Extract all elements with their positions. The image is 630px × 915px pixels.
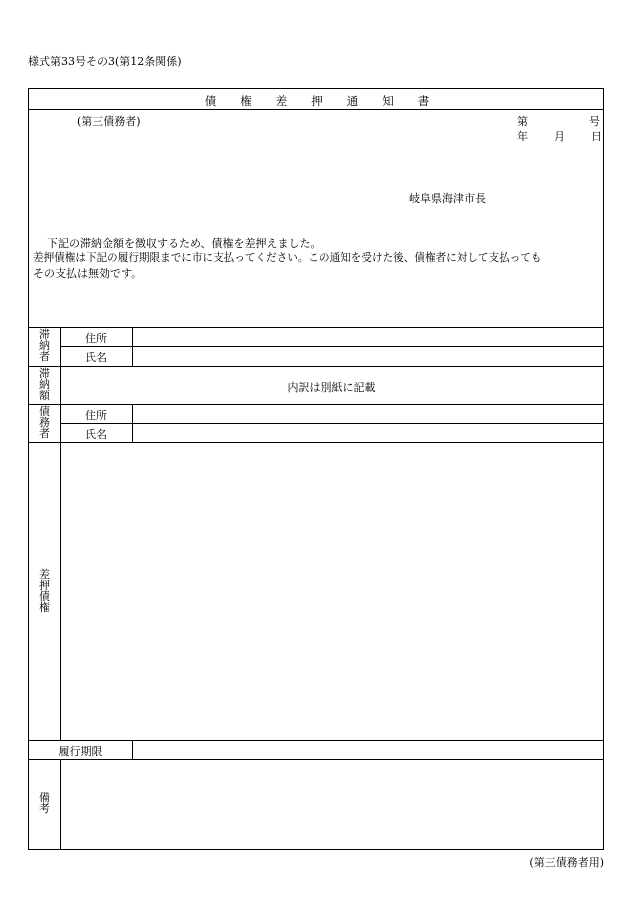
- delinquent-amount-label: 滞 納 額: [39, 367, 50, 402]
- title-char: 差: [275, 94, 288, 108]
- divider: [132, 327, 133, 366]
- divider: [60, 404, 61, 740]
- title-char: 書: [417, 94, 430, 108]
- notice-form: [28, 88, 604, 850]
- divider: [60, 759, 61, 850]
- date-month: 月: [554, 130, 565, 143]
- divider: [60, 423, 603, 424]
- notice-line: 差押債権は下記の履行期限までに市に支払ってください。この通知を受けた後、債権者に対して支払っても: [33, 252, 542, 264]
- addressee: (第三債務者): [77, 115, 141, 128]
- divider: [29, 366, 603, 367]
- name-label: 氏名: [85, 428, 107, 441]
- divider: [132, 740, 133, 759]
- remarks-label: 備 考: [39, 791, 50, 815]
- title-char: 権: [240, 94, 252, 108]
- notice-line: 下記の滞納金額を徴収するため、債権を差押えました。: [47, 237, 322, 250]
- date-year: 年: [517, 130, 528, 143]
- divider: [29, 327, 603, 328]
- divider: [60, 346, 603, 347]
- divider: [29, 442, 603, 443]
- name-label: 氏名: [85, 351, 107, 364]
- notice-text: [33, 236, 605, 281]
- number-suffix: 号: [589, 115, 600, 128]
- address-label: 住所: [85, 409, 107, 422]
- title-char: 知: [382, 94, 394, 108]
- number-prefix: 第: [517, 115, 528, 128]
- divider: [29, 404, 603, 405]
- seized-claim-label: 差 押 債 権: [39, 568, 50, 614]
- divider: [29, 109, 603, 110]
- amount-note: 内訳は別紙に記載: [287, 381, 376, 394]
- notice-line: その支払は無効です。: [33, 267, 143, 280]
- title-char: 債: [204, 94, 217, 108]
- date-day: 日: [591, 130, 602, 143]
- title-char: 通: [346, 94, 359, 108]
- issuer: 岐阜県海津市長: [409, 192, 486, 205]
- form-title: [29, 93, 605, 109]
- form-number: 様式第33号その3(第12条関係): [28, 55, 182, 68]
- address-label: 住所: [85, 332, 107, 345]
- deadline-label: 履行期限: [58, 745, 103, 758]
- divider: [29, 759, 603, 760]
- footer-note: (第三債務者用): [529, 856, 604, 869]
- title-char: 押: [311, 94, 323, 108]
- divider: [29, 740, 603, 741]
- divider: [132, 404, 133, 442]
- delinquent-label: 滞 納 者: [39, 328, 50, 363]
- debtor-label: 債 務 者: [39, 405, 50, 440]
